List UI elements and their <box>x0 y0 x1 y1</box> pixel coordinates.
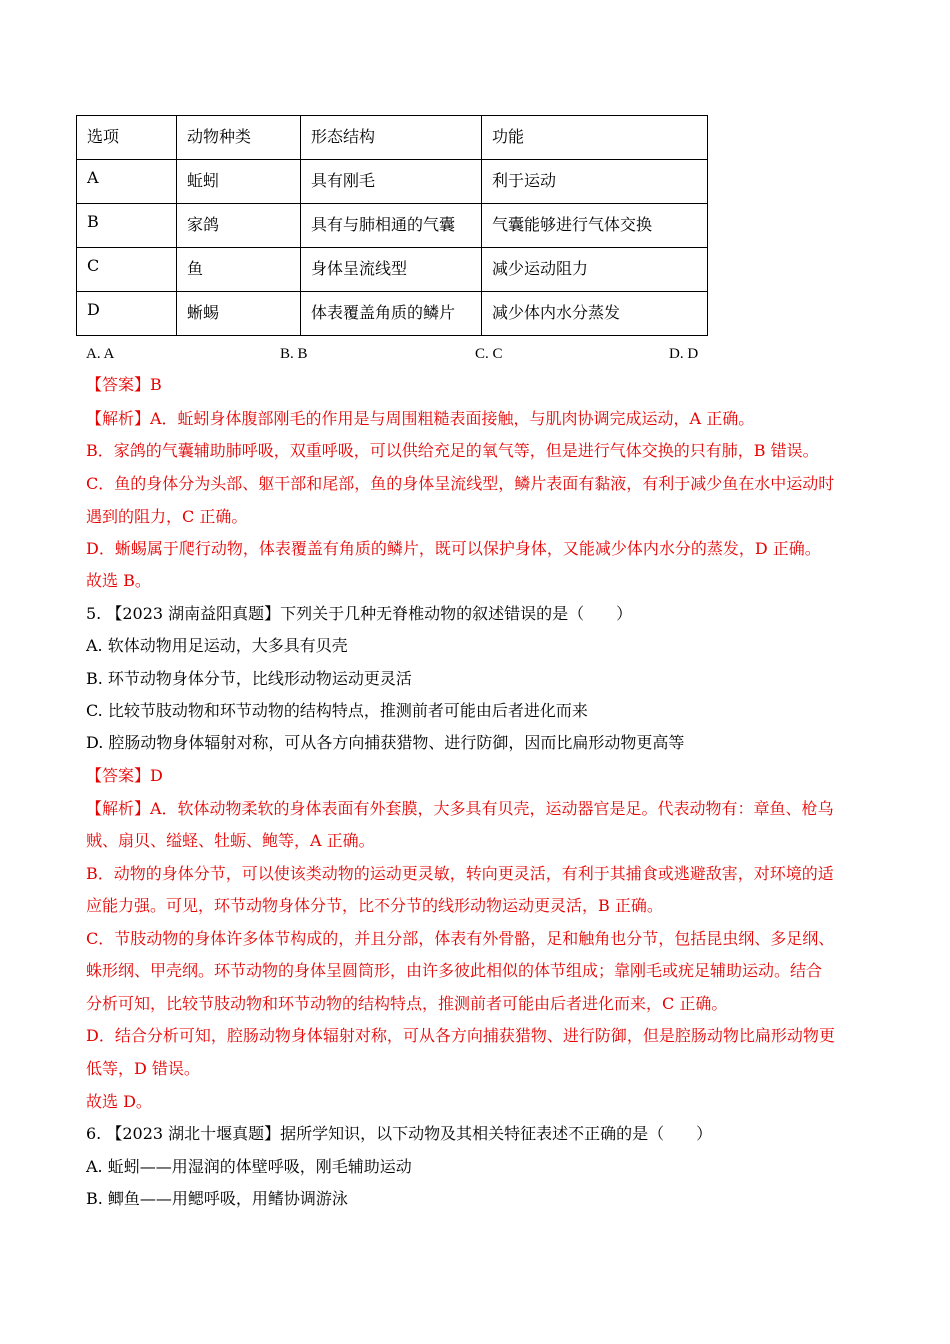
table-cell: 体表覆盖角质的鳞片 <box>301 292 482 336</box>
table-cell: B <box>77 204 177 248</box>
q4-analysis-line: 遇到的阻力，C 正确。 <box>86 507 248 526</box>
q4-conclusion: 故选 B。 <box>86 571 151 590</box>
q5-analysis-line: C．节肢动物的身体许多体节构成的，并且分部，体表有外骨骼，足和触角也分节，包括昆虫纲、多足纲、 <box>86 929 835 948</box>
table-cell: 蜥蜴 <box>177 292 301 336</box>
table-row <box>77 160 708 204</box>
q5-option-a: A. 软体动物用足运动，大多具有贝壳 <box>86 636 348 655</box>
q5-stem: 5. 【2023 湖南益阳真题】下列关于几种无脊椎动物的叙述错误的是（ ） <box>86 604 633 623</box>
table-cell: 身体呈流线型 <box>301 248 482 292</box>
table-cell: 鱼 <box>177 248 301 292</box>
q5-analysis-line: 【解析】A．软体动物柔软的身体表面有外套膜，大多具有贝壳，运动器官是足。代表动物有：章鱼、枪乌 <box>86 799 834 818</box>
options-table <box>76 115 708 336</box>
table-row <box>77 204 708 248</box>
table-header-cell: 动物种类 <box>177 116 301 160</box>
q6-stem: 6. 【2023 湖北十堰真题】据所学知识，以下动物及其相关特征表述不正确的是（ ） <box>86 1124 713 1143</box>
q5-analysis-line: 应能力强。可见，环节动物身体分节，比不分节的线形动物运动更灵活，B 正确。 <box>86 896 663 915</box>
q5-option-b: B. 环节动物身体分节，比线形动物运动更灵活 <box>86 669 412 688</box>
table-header-cell: 功能 <box>482 116 708 160</box>
q4-analysis-line: 【解析】A．蚯蚓身体腹部刚毛的作用是与周围粗糙表面接触，与肌肉协调完成运动，A 正确。 <box>86 409 755 428</box>
table-cell: C <box>77 248 177 292</box>
q5-analysis-line: B．动物的身体分节，可以使该类动物的运动更灵敏，转向更灵活，有利于其捕食或逃避敌害，对环境的适 <box>86 864 834 883</box>
choice-b: B. B <box>280 346 308 362</box>
q4-analysis-line: B．家鸽的气囊辅助肺呼吸，双重呼吸，可以供给充足的氧气等，但是进行气体交换的只有肺，B 错误。 <box>86 441 819 460</box>
q4-analysis-line: C．鱼的身体分为头部、躯干部和尾部，鱼的身体呈流线型，鳞片表面有黏液，有利于减少鱼在水中运动时 <box>86 474 835 493</box>
q4-analysis-line: D．蜥蜴属于爬行动物，体表覆盖有角质的鳞片，既可以保护身体，又能减少体内水分的蒸发，D 正确。 <box>86 539 821 558</box>
table-header-cell: 形态结构 <box>301 116 482 160</box>
table-header-row <box>77 116 708 160</box>
choice-d: D. D <box>669 346 699 362</box>
q5-analysis-line: 低等，D 错误。 <box>86 1059 200 1078</box>
table-cell: 具有刚毛 <box>301 160 482 204</box>
table-cell: 减少体内水分蒸发 <box>482 292 708 336</box>
table-row <box>77 248 708 292</box>
q5-answer: 【答案】D <box>86 766 163 785</box>
q5-analysis-line: D．结合分析可知，腔肠动物身体辐射对称，可从各方向捕获猎物、进行防御，但是腔肠动物比扁形动物更 <box>86 1026 835 1045</box>
table-cell: 具有与肺相通的气囊 <box>301 204 482 248</box>
table-cell: D <box>77 292 177 336</box>
table-row <box>77 292 708 336</box>
q5-option-d: D. 腔肠动物身体辐射对称，可从各方向捕获猎物、进行防御，因而比扁形动物更高等 <box>86 733 685 752</box>
q6-option-a: A. 蚯蚓——用湿润的体壁呼吸，刚毛辅助运动 <box>86 1157 412 1176</box>
table-cell: 气囊能够进行气体交换 <box>482 204 708 248</box>
table-header-cell: 选项 <box>77 116 177 160</box>
q5-analysis-line: 贼、扇贝、缢蛏、牡蛎、鲍等，A 正确。 <box>86 831 375 850</box>
table-cell: 家鸽 <box>177 204 301 248</box>
table-cell: A <box>77 160 177 204</box>
table-cell: 利于运动 <box>482 160 708 204</box>
choice-c: C. C <box>475 346 503 362</box>
q5-analysis-line: 分析可知，比较节肢动物和环节动物的结构特点，推测前者可能由后者进化而来，C 正确。 <box>86 994 728 1013</box>
q5-conclusion: 故选 D。 <box>86 1092 152 1111</box>
q5-option-c: C. 比较节肢动物和环节动物的结构特点，推测前者可能由后者进化而来 <box>86 701 588 720</box>
q6-option-b: B. 鲫鱼——用鳃呼吸，用鳍协调游泳 <box>86 1189 348 1208</box>
table-cell: 减少运动阻力 <box>482 248 708 292</box>
q5-analysis-line: 蛛形纲、甲壳纲。环节动物的身体呈圆筒形，由许多彼此相似的体节组成；靠刚毛或疣足辅助运动。结合 <box>86 961 823 980</box>
q4-answer: 【答案】B <box>86 375 162 394</box>
table-cell: 蚯蚓 <box>177 160 301 204</box>
choice-a: A. A <box>86 346 115 362</box>
